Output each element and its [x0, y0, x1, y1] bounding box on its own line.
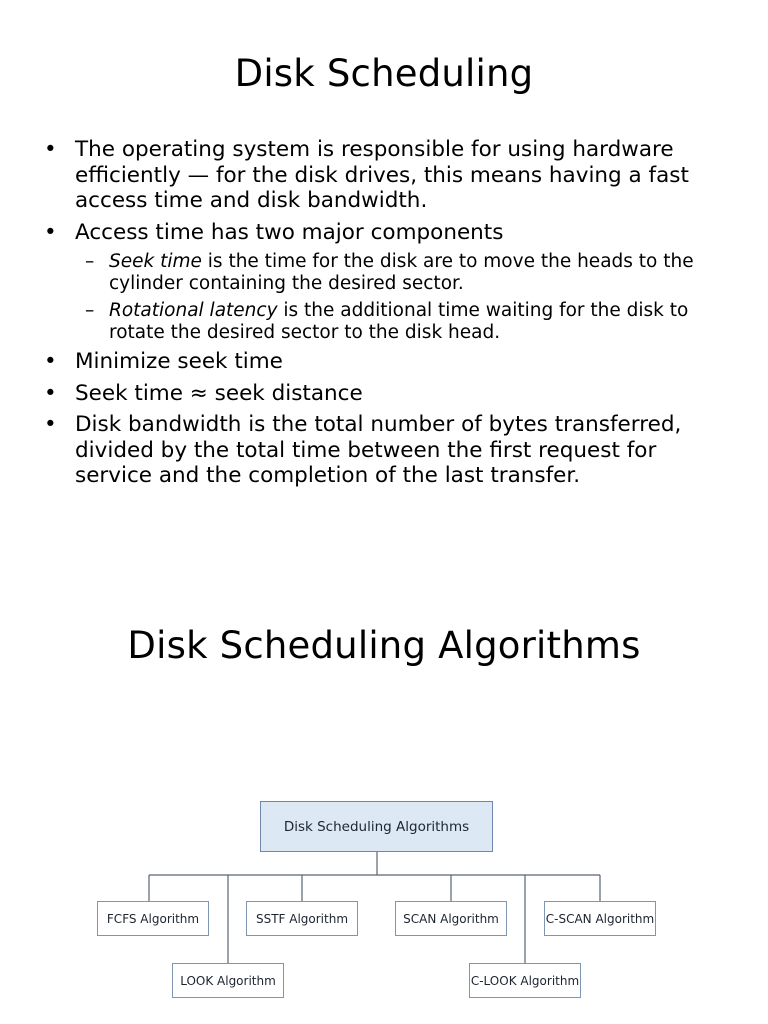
slide-disk-scheduling-algorithms — [0, 580, 768, 1024]
sub-bullet-item — [75, 300, 724, 343]
bullet-symbol: • — [44, 219, 57, 245]
sub-bullet-item — [75, 251, 724, 294]
dash-symbol: – — [85, 300, 95, 321]
algorithm-tree-diagram — [0, 580, 768, 1024]
bullet-item — [44, 220, 724, 344]
sub-bullet-text: is the time for the disk are to move the heads to the cylinder containing the desired sector. — [109, 251, 694, 294]
bullet-symbol: • — [44, 380, 57, 406]
fcfs-node: FCFS Algorithm — [97, 901, 209, 936]
bullet-text: Access time has two major components — [75, 219, 504, 245]
bullet-symbol: • — [44, 412, 57, 437]
root-node: Disk Scheduling Algorithms — [260, 801, 493, 852]
bullet-text: Minimize seek time — [75, 349, 283, 374]
dash-symbol: – — [85, 251, 95, 272]
slide-title: Disk Scheduling — [234, 52, 534, 95]
bullet-symbol: • — [44, 349, 57, 374]
bullet-item — [44, 381, 724, 407]
slide-title: Disk Scheduling Algorithms — [127, 624, 641, 667]
clook-node: C-LOOK Algorithm — [469, 963, 581, 998]
sub-bullet-text: is the additional time waiting for the disk to rotate the desired sector to the disk head. — [109, 300, 689, 343]
bullet-item — [44, 412, 724, 489]
cscan-node: C-SCAN Algorithm — [544, 901, 656, 936]
term-seek-time: Seek time — [109, 251, 202, 272]
scan-node: SCAN Algorithm — [395, 901, 507, 936]
bullet-item — [44, 137, 724, 214]
bullet-text: The operating system is responsible for using hardware efficiently — for the disk drives, this means having a fast access time and disk bandwidth. — [75, 137, 689, 213]
bullet-text: Seek time ≈ seek distance — [75, 380, 363, 406]
bullet-item — [44, 349, 724, 375]
term-rotational-latency: Rotational latency — [109, 300, 278, 321]
look-node: LOOK Algorithm — [172, 963, 284, 998]
bullet-symbol: • — [44, 137, 57, 162]
bullet-text: Disk bandwidth is the total number of bytes transferred, divided by the total time between the first request for service and the completion of the last transfer. — [75, 412, 682, 488]
sstf-node: SSTF Algorithm — [246, 901, 358, 936]
sub-bullet-list — [75, 251, 724, 343]
bullet-list — [44, 137, 724, 495]
